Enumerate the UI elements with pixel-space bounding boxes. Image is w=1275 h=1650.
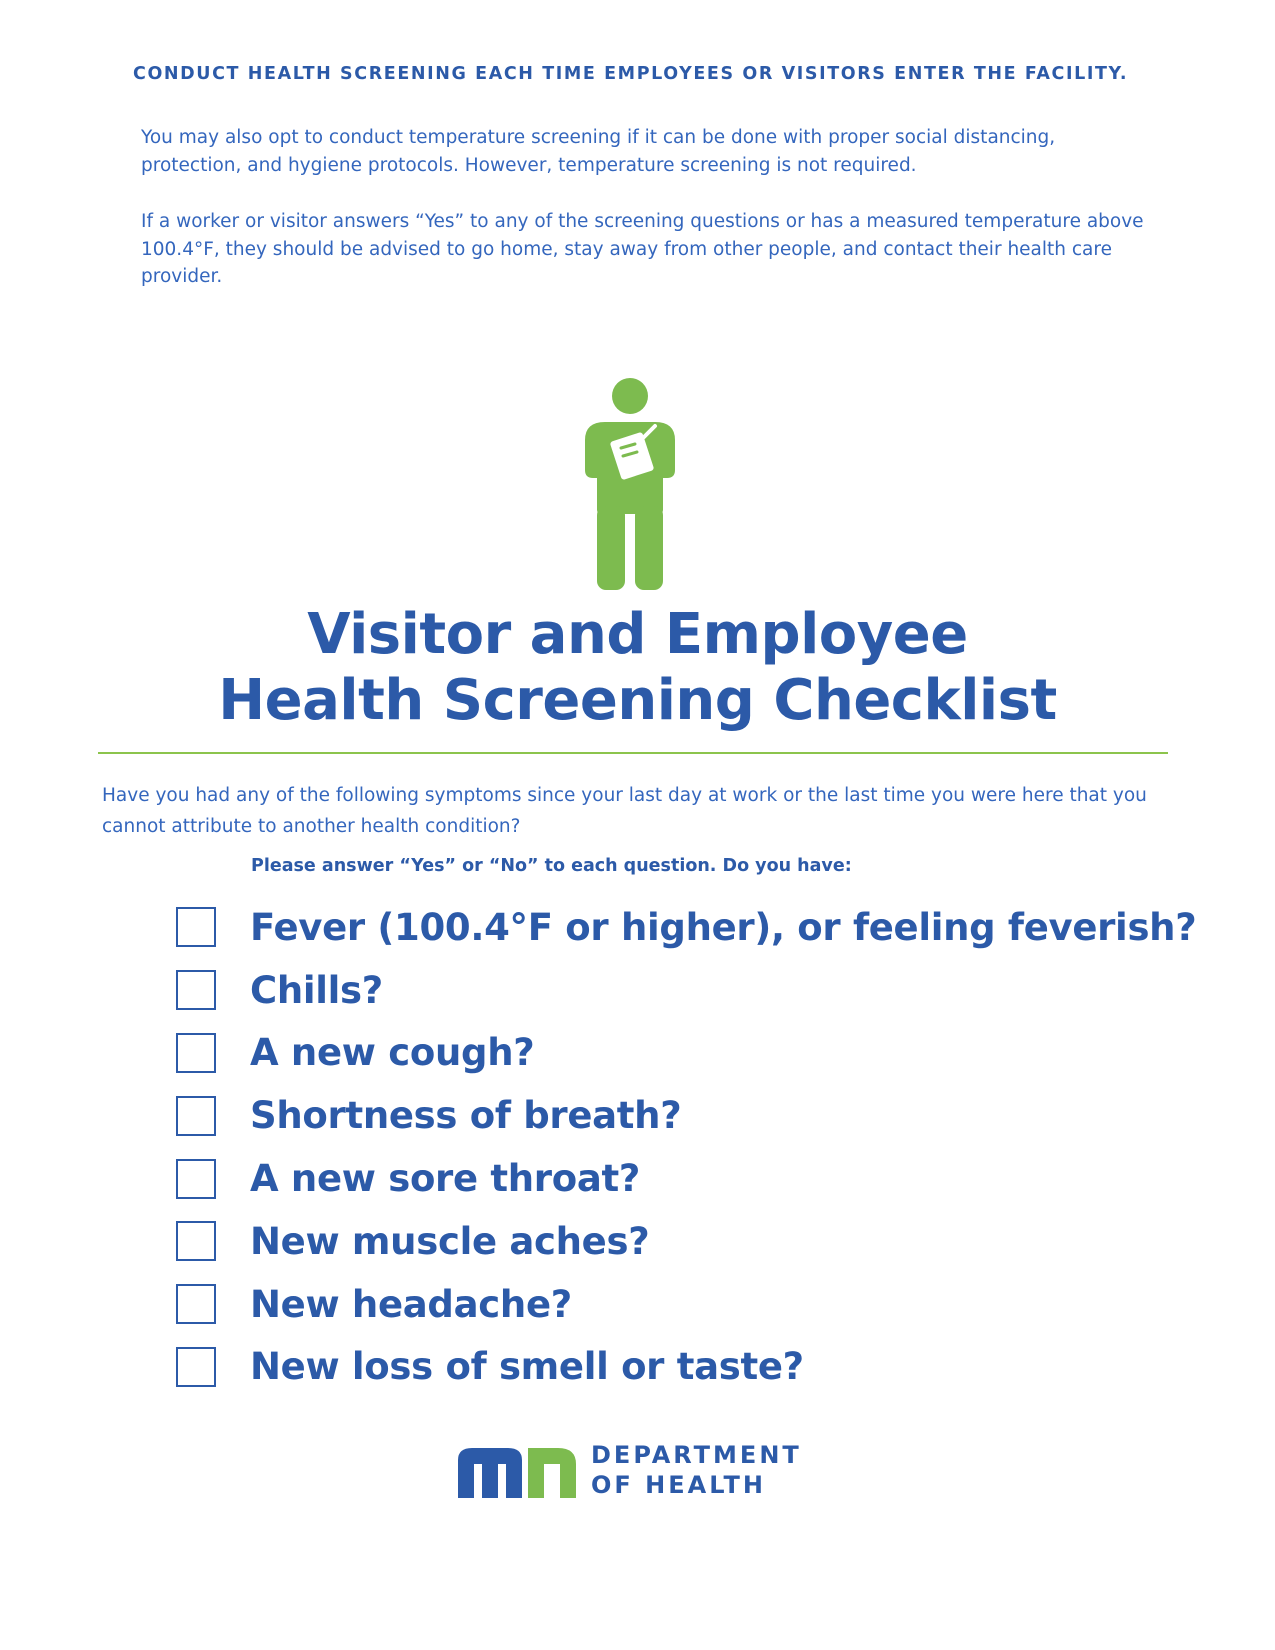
checklist-item-shortness-of-breath	[176, 1084, 1176, 1147]
page-heading: CONDUCT HEALTH SCREENING EACH TIME EMPLOYEES OR VISITORS ENTER THE FACILITY.	[133, 64, 1129, 84]
advice-note: If a worker or visitor answers “Yes” to any of the screening questions or has a measured temperature above 100.4°F, they should be advised to go home, stay away from other people, and contact their health care provider.	[141, 211, 1144, 287]
logo-line-2: OF HEALTH	[591, 1471, 766, 1499]
checklist-item-label: New loss of smell or taste?	[250, 1345, 804, 1389]
temperature-note: You may also opt to conduct temperature screening if it can be done with proper social distancing, protection, and hygiene protocols. However, temperature screening is not required.	[141, 127, 1056, 176]
checklist-item-muscle-aches	[176, 1210, 1176, 1273]
logo-wordmark	[591, 1440, 802, 1500]
sore-throat-checkbox[interactable]	[176, 1159, 216, 1199]
checklist-item-sore-throat	[176, 1147, 1176, 1210]
checklist-item-smell-taste	[176, 1336, 1176, 1399]
fever-checkbox[interactable]	[176, 907, 216, 947]
checklist-item-headache	[176, 1273, 1176, 1336]
department-of-health-logo	[458, 1440, 818, 1510]
checklist-item-chills	[176, 959, 1176, 1022]
shortness-of-breath-checkbox[interactable]	[176, 1096, 216, 1136]
symptom-checklist	[176, 896, 1197, 1398]
checklist-item-label: A new sore throat?	[250, 1157, 641, 1201]
logo-line-1: DEPARTMENT	[591, 1441, 802, 1469]
checklist-item-label: Fever (100.4°F or higher), or feeling feverish?	[250, 905, 1197, 949]
checklist-item-label: Shortness of breath?	[250, 1094, 682, 1138]
divider	[98, 752, 1168, 754]
muscle-aches-checkbox[interactable]	[176, 1221, 216, 1261]
headache-checkbox[interactable]	[176, 1284, 216, 1324]
checklist-item-label: New headache?	[250, 1282, 572, 1326]
checklist-title-line-1: Visitor and Employee	[307, 602, 968, 667]
checklist-item-label: New muscle aches?	[250, 1219, 650, 1263]
person-with-clipboard-icon	[575, 378, 685, 590]
mn-logo-icon	[458, 1448, 576, 1498]
checklist-item-label: Chills?	[250, 968, 383, 1012]
checklist-item-fever	[176, 896, 1197, 959]
checklist-item-label: A new cough?	[250, 1031, 535, 1075]
smell-taste-checkbox[interactable]	[176, 1347, 216, 1387]
cough-checkbox[interactable]	[176, 1033, 216, 1073]
checklist-item-cough	[176, 1022, 1176, 1085]
chills-checkbox[interactable]	[176, 970, 216, 1010]
symptom-question-intro: Have you had any of the following symptoms since your last day at work or the last time you were here that you cannot attribute to another health condition?	[102, 785, 1147, 837]
answer-instruction: Please answer “Yes” or “No” to each question. Do you have:	[251, 856, 852, 876]
checklist-title-line-2: Health Screening Checklist	[218, 668, 1057, 733]
